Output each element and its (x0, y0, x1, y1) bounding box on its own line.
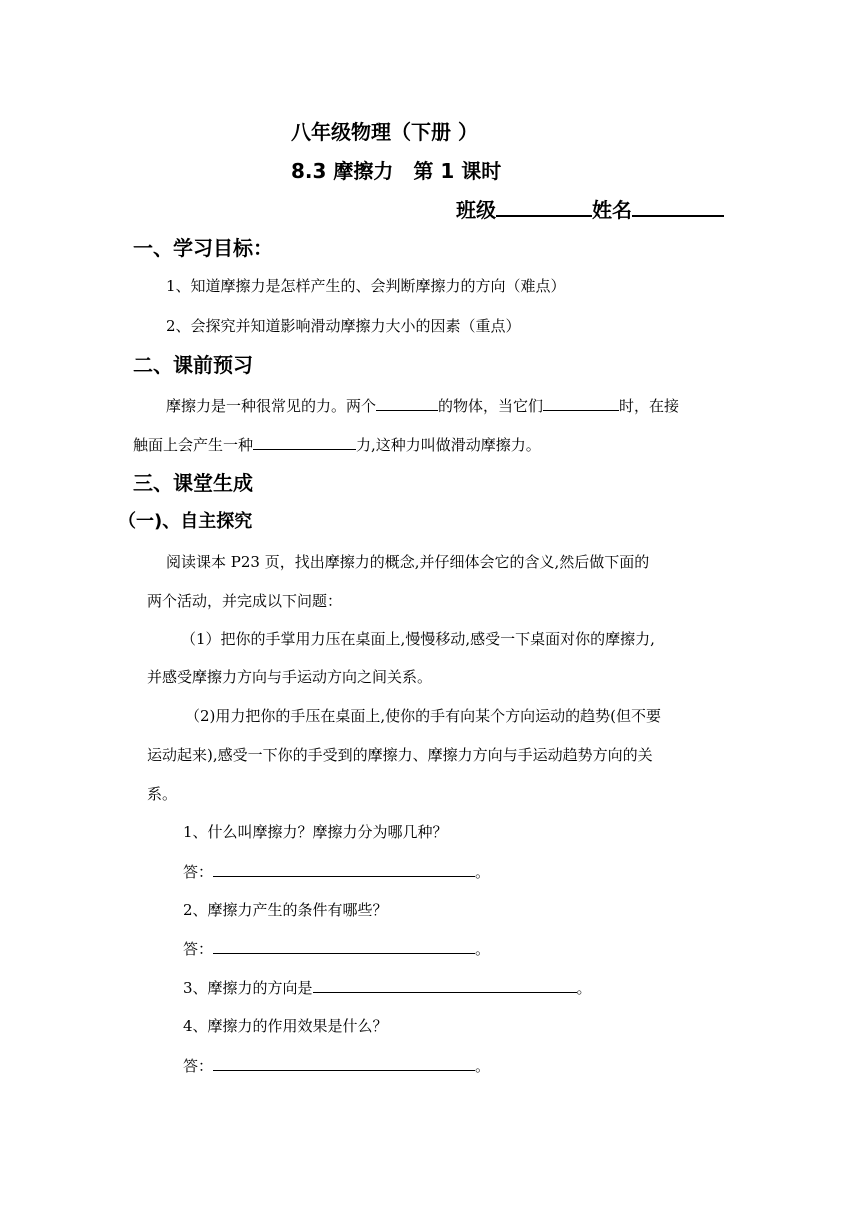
section-heading-preview: 二、课前预习 (133, 353, 253, 377)
answer-blank-1[interactable] (213, 860, 475, 877)
name-blank[interactable] (632, 194, 724, 217)
question-3: 3、摩擦力的方向是 。 (183, 976, 592, 998)
sub-heading-self-study: （一)、自主探究 (118, 511, 253, 532)
objective-item: 2、会探究并知道影响滑动摩擦力大小的因素（重点） (166, 317, 521, 335)
activity-2-line: 运动起来),感受一下你的手受到的摩擦力、摩擦力方向与手运动趋势方向的关 (147, 746, 653, 764)
page-title: 八年级物理（下册 ） (291, 120, 478, 144)
objective-item: 1、知道摩擦力是怎样产生的、会判断摩擦力的方向（难点） (166, 277, 566, 295)
activity-2-line: （2)用力把你的手压在桌面上,使你的手有向某个方向运动的趋势(但不要 (185, 707, 662, 725)
section-heading-classroom: 三、课堂生成 (133, 471, 253, 495)
activity-1-line: （1）把你的手掌用力压在桌面上,慢慢移动,感受一下桌面对你的摩擦力, (181, 630, 655, 648)
question-2: 2、摩擦力产生的条件有哪些？ (183, 901, 388, 919)
answer-blank-4[interactable] (213, 1054, 475, 1071)
answer-blank-2[interactable] (213, 937, 475, 954)
question-1: 1、什么叫摩擦力？摩擦力分为哪几种？ (183, 823, 448, 841)
student-info-line (456, 194, 724, 223)
name-label: 姓名 (592, 198, 632, 222)
section-heading-objectives: 一、学习目标： (133, 236, 273, 260)
answer-line-1: 答： 。 (183, 860, 490, 882)
page-subtitle: 8.3 摩擦力 第 1 课时 (291, 159, 502, 183)
preview-line-1: 摩擦力是一种很常见的力。两个 的物体，当它们 时，在接 (166, 394, 679, 416)
question-4: 4、摩擦力的作用效果是什么？ (183, 1017, 388, 1035)
answer-line-2: 答： 。 (183, 937, 490, 959)
activity-2-line: 系。 (147, 785, 178, 803)
answer-line-4: 答： 。 (183, 1054, 490, 1076)
preview-blank-1[interactable] (376, 394, 438, 411)
intro-line: 两个活动，并完成以下问题： (147, 592, 343, 610)
preview-line-2: 触面上会产生一种 力,这种力叫做滑动摩擦力。 (133, 433, 541, 455)
class-blank[interactable] (496, 194, 592, 217)
preview-blank-3[interactable] (253, 433, 356, 450)
class-label: 班级 (456, 198, 496, 222)
activity-1-line: 并感受摩擦力方向与手运动方向之间关系。 (147, 668, 433, 686)
intro-line: 阅读课本 P23 页，找出摩擦力的概念,并仔细体会它的含义,然后做下面的 (166, 553, 650, 571)
answer-blank-3[interactable] (313, 976, 577, 993)
preview-blank-2[interactable] (543, 394, 619, 411)
